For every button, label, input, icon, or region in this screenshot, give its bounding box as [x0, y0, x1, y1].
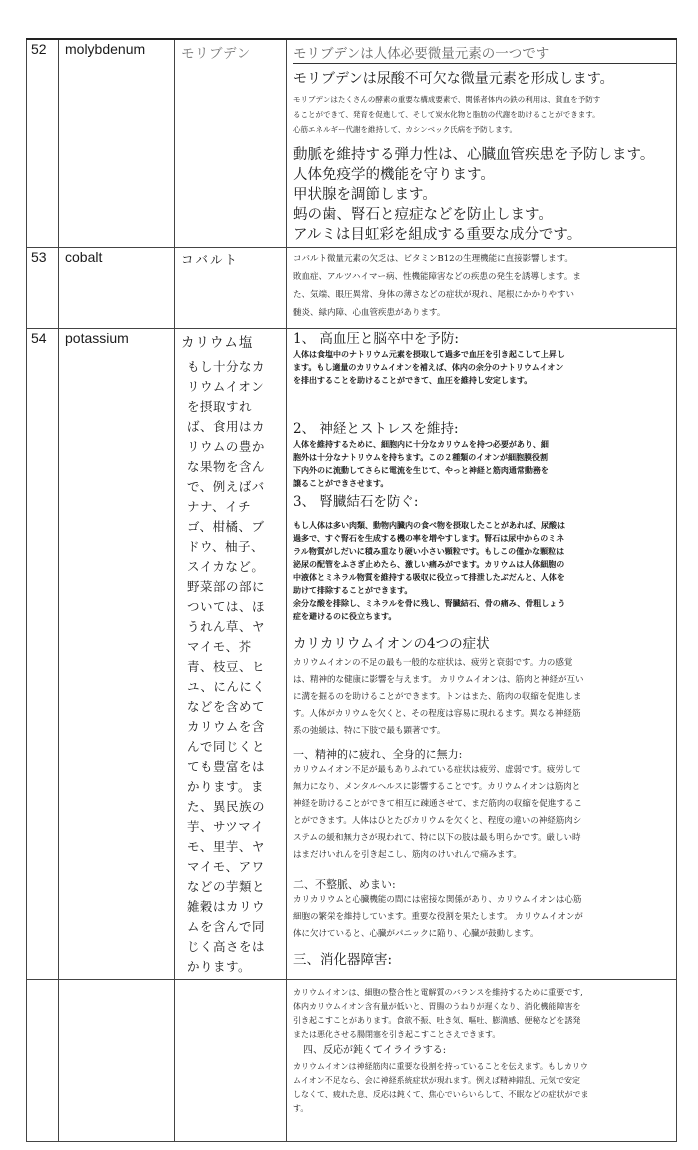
desc-line: カリウムイオンは、細胞の整合性と電解質のバランスを維持するために重要です, [293, 988, 583, 997]
element-name-en: potassium [59, 329, 175, 980]
desc-line: 甲状腺を調節します。 [293, 187, 437, 203]
desc-line: ます。もし適量のカリウムイオンを補えば、体内の余分のナトリウムイオン [293, 362, 564, 372]
desc-line: た、気端、眼圧異常、身体の薄さなどの症状が現れ、尾根にかかりやすい [293, 290, 575, 300]
desc-line: ステムの緩和無力さが現われて、特に以下の肢は最も明らかです。厳しい時 [293, 833, 581, 843]
desc-line: 助けて排除することができます。 [293, 585, 413, 595]
desc-line: コバルト微量元素の欠乏は、ビタミンB12の生理機能に直接影響します。 [293, 254, 573, 264]
side-line: リウムイオン [187, 379, 265, 394]
section-heading: 1、 高血圧と脳卒中を予防: [293, 331, 459, 347]
side-line: マイモ、アワ [187, 859, 265, 874]
side-line: な果物を含ん [187, 459, 266, 474]
section-heading: 四、反応が鈍くてイライラする: [303, 1045, 447, 1056]
row-number: 52 [27, 39, 59, 248]
desc-line: 泌尿の配管をふさぎ止めたら、激しい痛みがでます。カリウムは人体細胞の [293, 559, 565, 569]
desc-line: 動脈を維持する弾力性は、心臓血管疾患を予防します。 [293, 147, 655, 163]
desc-line: とができます。人体はひとたびカリウムを欠くと、程度の違いの神経筋肉シ [293, 816, 582, 826]
desc-line: す。 [293, 1104, 309, 1113]
desc-line: す。人体がカリウムを欠くと、その程度は容易に現れるます。異なる神経筋 [293, 709, 581, 719]
description-cell [287, 329, 677, 980]
table-row [27, 248, 677, 329]
desc-line: に溝を掘るのを助けることができます。トンはまた、筋肉の収縮を促進しま [293, 692, 582, 702]
side-line: た、異民族の [187, 799, 266, 814]
side-line: 青、枝豆、ヒ [187, 659, 266, 674]
desc-line: はまだけいれんを引き起こし、筋肉のけいれんで痛みます。 [293, 850, 522, 860]
side-line: んで同じくと [187, 739, 266, 754]
side-line: スイカなど。 [187, 559, 265, 574]
side-line: リウムの豊か [187, 439, 265, 454]
side-line: ば、食用はカ [187, 419, 266, 434]
desc-line: 髄炎、緑内障、心血管疾患があります。 [293, 308, 446, 318]
desc-line: 蚂の歯、腎石と痘症などを防止します。 [293, 207, 553, 223]
desc-line: 人体を維持するために、細胞内に十分なカリウムを持つ必要があり、細 [293, 439, 549, 449]
element-name-en: cobalt [59, 248, 175, 329]
desc-line: 敗血症、アルツハイマー病、性機能障害などの疾患の発生を誘導します。ま [293, 272, 581, 282]
section-heading: 二、不整脈、めまい: [293, 878, 396, 891]
side-line: を摂取すれ [187, 399, 253, 414]
row-number: 54 [27, 329, 59, 980]
desc-line: 引き起こすことがあります。食欲不振、吐き気、嘔吐、膨満感、便秘などを誘発 [293, 1016, 581, 1025]
section-heading: 3、 腎臓結石を防ぐ: [293, 494, 419, 510]
element-name-en: molybdenum [59, 39, 175, 248]
side-line: じく高さをは [187, 939, 266, 954]
desc-line: 人体は食塩中のナトリウム元素を摂取して過多で血圧を引き起こして上昇し [293, 349, 565, 359]
desc-line: カリカリウムと心臓機能の間には密接な関係があり、カリウムイオンは心筋 [293, 895, 582, 905]
desc-line: ることができて、発育を促進して、そして炭水化物と脂肪の代謝を助けることができます。 [293, 110, 600, 119]
desc-line: 下内外のに流動してさらに電流を生じて、やっと神経と筋肉通常動務を [293, 465, 549, 475]
element-name-jp: コバルト [181, 252, 240, 267]
desc-line: 胞外は十分なナトリウムを持ちます。この２種類のイオンが細胞膜役割 [293, 452, 549, 462]
desc-line: ラル物質がしだいに積み重なり硬い小さい顆粒です。もしこの僅かな顆粒は [293, 546, 565, 556]
element-table [26, 38, 677, 1142]
description-cell [287, 248, 677, 329]
desc-line: モリブデンは人体必要微量元素の一つです [293, 42, 677, 64]
side-line: かります。ま [187, 779, 265, 794]
side-line: ムを含んで同 [187, 919, 266, 934]
desc-line: しなくて、疲れた息、反応は鈍くて、焦心でいらいらして、不眠などの症状がでま [293, 1090, 589, 1099]
side-note [187, 357, 271, 977]
desc-line: カリウムイオン不足が最もありふれている症状は疲労、虚弱です。疲労して [293, 765, 581, 775]
desc-line: 症を避けるのに役立ちます。 [293, 611, 397, 621]
section-heading: カリカリウムイオンの4つの症状 [293, 636, 490, 652]
side-line: などを含めて [187, 699, 266, 714]
desc-line: 神経を助けることができて相互に疎通させて、まだ筋肉の収縮を促進するこ [293, 799, 582, 809]
side-line: ゴ、柑橘、ブ [187, 519, 265, 534]
side-line: ついては、ほ [187, 599, 266, 614]
description-cell [287, 980, 677, 1142]
desc-line: を排出することを助けることができて、血圧を維持し安定します。 [293, 375, 533, 385]
desc-line: モリブデンは尿酸不可欠な微量元素を形成します。 [293, 71, 614, 87]
desc-line: カリウムイオンは神経筋肉に重要な役割を持っていることを伝えます。もしカリウ [293, 1062, 588, 1071]
desc-line: は、精神的な健康に影響を与えます。 カリウムイオンは、筋肉と神経が互い [293, 675, 584, 685]
desc-line: 系の弛緩は、特に下肢で最も顕著です。 [293, 726, 446, 736]
side-line: マイモ、芥 [187, 639, 252, 654]
desc-line: 人体免疫学的機能を守ります。 [293, 167, 495, 183]
desc-line: モリブデンはたくさんの酵素の重要な構成要素で、関係者体内の鉄の利用は、貧血を予防す [293, 95, 601, 104]
desc-line: 譲ることができさせます。 [293, 478, 389, 488]
side-line: 野菜部の部に [187, 579, 266, 594]
element-name-jp: モリブデン [181, 46, 251, 62]
side-line: などの芋類と [187, 879, 266, 894]
section-heading: 2、 神経とストレスを維持: [293, 421, 459, 437]
desc-line: 心筋エネルギー代謝を維持して、カシンベック氏病を予防します。 [293, 125, 518, 134]
side-line: ナナ、イチ [187, 499, 252, 514]
desc-line: 中液体とミネラル物質を維持する吸収に役立って排泄したぶだんと、人体を [293, 572, 565, 582]
desc-line: 体内カリウムイオン含有量が低いと、胃腸のうねりが遅くなり、消化機能障害を [293, 1002, 581, 1011]
section-heading: 一、精神的に疲れ、全身的に無力: [293, 748, 463, 761]
side-line: ドウ、柚子、 [187, 539, 265, 554]
side-line: かります。 [187, 959, 252, 974]
side-line: ても豊富をは [187, 759, 266, 774]
desc-line: 体に欠けていると、心臓がパニックに陥り、心臓が鼓動します。 [293, 929, 539, 939]
element-name-jp: カリウム塩 [181, 335, 254, 351]
table-row [27, 329, 677, 980]
side-line: モ、里芋、ヤ [187, 839, 265, 854]
desc-small-text [293, 92, 670, 137]
description-cell [287, 39, 677, 248]
side-line: で、例えばバ [187, 479, 265, 494]
row-number: 53 [27, 248, 59, 329]
desc-line: アルミは目虹彩を組成する重要な成分です。 [293, 227, 582, 243]
side-line: 雑穀はカリウ [187, 899, 266, 914]
side-line: ユ、にんにく [187, 679, 266, 694]
desc-line: 細胞の繁栄を維持しています。重要な役割を果たします。 カリウムイオンが [293, 912, 583, 922]
desc-line: 無力になり、メンタルヘルスに影響することです。カリウムイオンは筋肉と [293, 782, 581, 792]
side-line: うれん草、ヤ [187, 619, 266, 634]
side-line: もし十分なカ [187, 359, 266, 374]
desc-line: カリウムイオンの不足の最も一般的な症状は、疲労と衰弱です。力の感覚 [293, 658, 573, 668]
table-row [27, 980, 677, 1142]
desc-line: ムイオン不足なら、会に神経系統症状が現れます。例えば精神錯乱、元気で安定 [293, 1076, 580, 1085]
desc-line: 過多で、すぐ腎石を生成する機の率を増やすします。腎石は尿中からのミネ [293, 533, 565, 543]
desc-line: 余分な酸を排除し、ミネラルを骨に残し、腎臓結石、骨の痛み、骨粗しょう [293, 598, 566, 608]
desc-line: または悪化させる腸閉塞を引き起こすことさえできます。 [293, 1030, 501, 1039]
side-line: 芋、サツマイ [187, 819, 265, 834]
section-heading: 三、消化器障害: [293, 952, 393, 968]
table-row [27, 39, 677, 248]
side-line: カリウムを含 [187, 719, 265, 734]
desc-line: もし人体は多い肉類、動物内臓内の食べ物を摂取したことがあれば、尿酸は [293, 520, 565, 530]
